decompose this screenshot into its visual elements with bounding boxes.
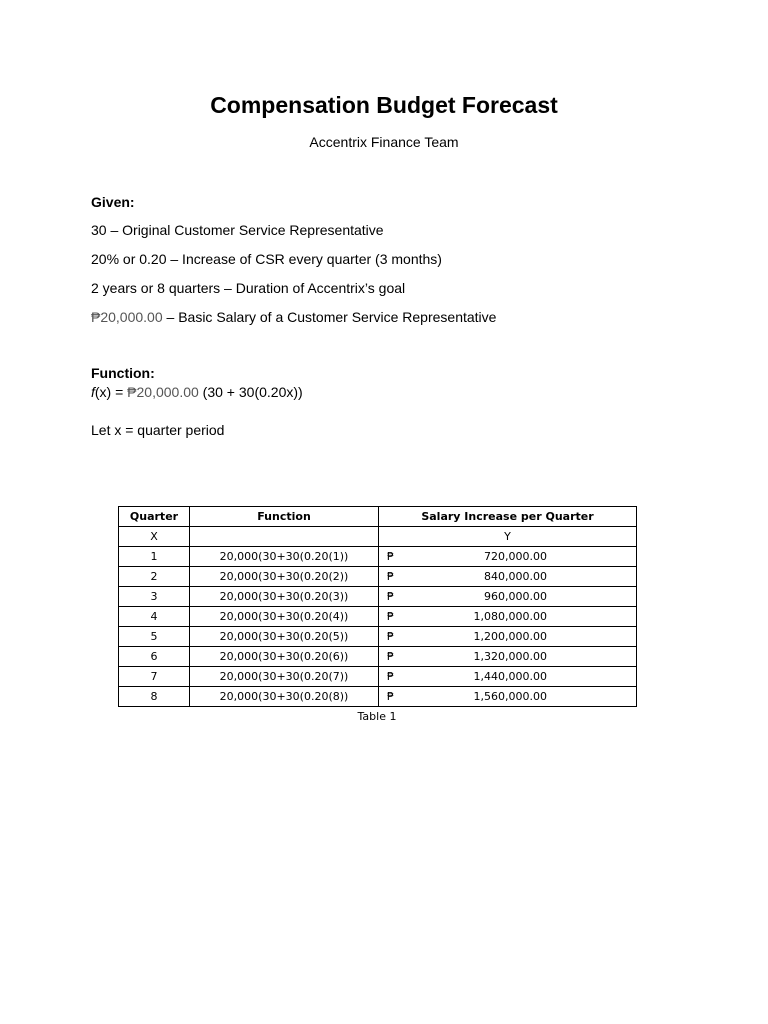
table-row	[119, 687, 637, 707]
basic-salary-amount: ₱20,000.00	[91, 309, 163, 325]
salary-cell	[379, 547, 637, 567]
salary-cell	[379, 647, 637, 667]
function-formula	[91, 384, 303, 400]
salary-value: 1,560,000.00	[473, 690, 547, 703]
subheader-x: X	[119, 527, 190, 547]
salary-cell	[379, 567, 637, 587]
salary-cell	[379, 587, 637, 607]
function-let-statement: Let x = quarter period	[91, 422, 225, 438]
function-suffix: (30 + 30(0.20x))	[198, 384, 303, 400]
salary-value: 1,320,000.00	[473, 650, 547, 663]
salary-value: 720,000.00	[484, 550, 547, 563]
function-cell: 20,000(30+30(0.20(4))	[190, 607, 379, 627]
function-cell: 20,000(30+30(0.20(5))	[190, 627, 379, 647]
function-amount: ₱20,000.00	[127, 384, 199, 400]
quarter-cell: 7	[119, 667, 190, 687]
function-cell: 20,000(30+30(0.20(7))	[190, 667, 379, 687]
given-item-1: 30 – Original Customer Service Representative	[91, 222, 384, 238]
currency-symbol: ₱	[387, 550, 394, 563]
table-caption: Table 1	[357, 710, 397, 723]
document-title: Compensation Budget Forecast	[210, 92, 558, 118]
table-row	[119, 647, 637, 667]
quarter-cell: 6	[119, 647, 190, 667]
header-quarter: Quarter	[119, 507, 190, 527]
given-item-2: 20% or 0.20 – Increase of CSR every quarter (3 months)	[91, 251, 442, 267]
basic-salary-text: – Basic Salary of a Customer Service Representative	[162, 309, 497, 325]
salary-value: 1,200,000.00	[473, 630, 547, 643]
table-row	[119, 667, 637, 687]
quarter-cell: 3	[119, 587, 190, 607]
function-heading: Function:	[91, 365, 155, 381]
function-prefix: (x) =	[94, 384, 128, 400]
header-function: Function	[190, 507, 379, 527]
salary-value: 1,080,000.00	[473, 610, 547, 623]
table-row	[119, 607, 637, 627]
salary-value: 840,000.00	[484, 570, 547, 583]
salary-table-body	[119, 507, 637, 707]
salary-forecast-table	[118, 506, 637, 707]
salary-value: 960,000.00	[484, 590, 547, 603]
function-symbol: f	[91, 384, 95, 400]
salary-cell	[379, 607, 637, 627]
currency-symbol: ₱	[387, 670, 394, 683]
given-item-4	[91, 309, 496, 325]
currency-symbol: ₱	[387, 630, 394, 643]
subheader-function	[190, 527, 379, 547]
table-row	[119, 587, 637, 607]
document-subtitle: Accentrix Finance Team	[309, 134, 459, 150]
table-row	[119, 547, 637, 567]
quarter-cell: 8	[119, 687, 190, 707]
table-subheader-row	[119, 527, 637, 547]
salary-cell	[379, 627, 637, 647]
currency-symbol: ₱	[387, 590, 394, 603]
salary-value: 1,440,000.00	[473, 670, 547, 683]
given-item-3: 2 years or 8 quarters – Duration of Accentrix’s goal	[91, 280, 406, 296]
currency-symbol: ₱	[387, 570, 394, 583]
table-row	[119, 567, 637, 587]
salary-cell	[379, 687, 637, 707]
function-cell: 20,000(30+30(0.20(3))	[190, 587, 379, 607]
header-salary-increase: Salary Increase per Quarter	[379, 507, 637, 527]
given-heading: Given:	[91, 194, 135, 210]
function-cell: 20,000(30+30(0.20(1))	[190, 547, 379, 567]
salary-cell	[379, 667, 637, 687]
quarter-cell: 1	[119, 547, 190, 567]
currency-symbol: ₱	[387, 610, 394, 623]
currency-symbol: ₱	[387, 690, 394, 703]
currency-symbol: ₱	[387, 650, 394, 663]
quarter-cell: 2	[119, 567, 190, 587]
quarter-cell: 4	[119, 607, 190, 627]
quarter-cell: 5	[119, 627, 190, 647]
table-row	[119, 627, 637, 647]
function-cell: 20,000(30+30(0.20(8))	[190, 687, 379, 707]
function-cell: 20,000(30+30(0.20(2))	[190, 567, 379, 587]
subheader-y: Y	[379, 527, 637, 547]
table-header-row	[119, 507, 637, 527]
function-cell: 20,000(30+30(0.20(6))	[190, 647, 379, 667]
